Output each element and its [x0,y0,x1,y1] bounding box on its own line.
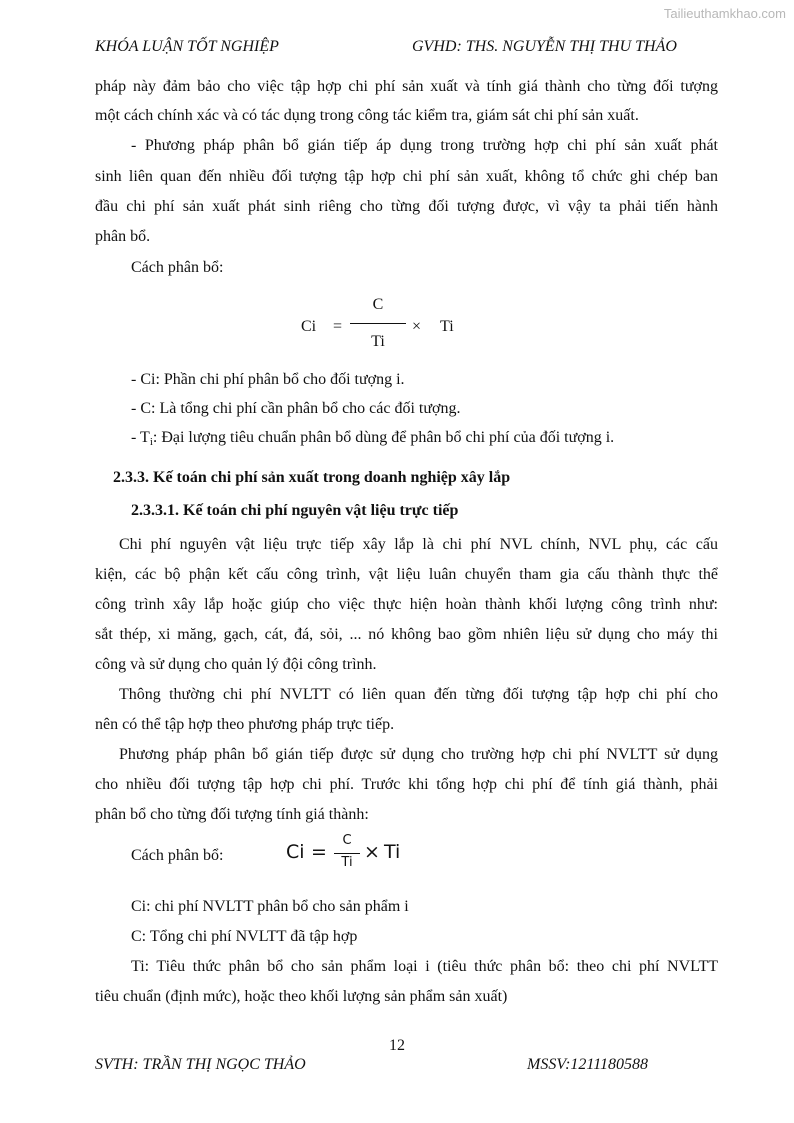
allocation-label: Cách phân bổ: [131,847,224,864]
formula2-lhs: Ci [286,841,305,863]
paragraph-line: Thông thường chi phí NVLTT có liên quan đến từng đối tượng tập hợp chi phí cho [119,686,718,703]
definition-ti [131,428,718,452]
paragraph-line: cho nhiều đối tượng tập hợp chi phí. Trước khi tổng hợp chi phí để tính giá thành, phải [95,776,718,793]
section-heading-2-3-3-1: 2.3.3.1. Kế toán chi phí nguyên vật liệu trực tiếp [131,502,459,519]
formula2-times: × [364,841,380,863]
watermark: Tailieuthamkhao.com [663,6,786,21]
paragraph-line: Chi phí nguyên vật liệu trực tiếp xây lắp là chi phí NVL chính, NVL phụ, các cấu [119,536,718,553]
formula1-rhs: Ti [440,318,454,335]
formula1-numerator: C [372,296,384,313]
definition-c: - C: Là tổng chi phí cần phân bổ cho các đối tượng. [131,400,461,417]
paragraph-line: một cách chính xác và có tác dụng trong công tác kiểm tra, giám sát chi phí sản xuất. [95,107,639,124]
header-thesis-title: KHÓA LUẬN TỐT NGHIỆP [95,38,279,55]
paragraph-line: phân bổ. [95,228,151,245]
paragraph-line: phân bổ cho từng đối tượng tính giá thành: [95,806,369,823]
paragraph-line: đầu chi phí sản xuất phát sinh riêng cho từng đối tượng được, vì vậy ta phải tiến hành [95,198,718,215]
paragraph-line: công và sử dụng cho quản lý đội công trình. [95,656,377,673]
formula2-rhs: Ti [384,841,401,863]
definition-ci: Ci: chi phí NVLTT phân bổ cho sản phẩm i [131,898,409,915]
formula1-equals: = [333,318,343,335]
paragraph-line: sinh liên quan đến nhiều đối tượng tập hợp chi phí sản xuất, không tổ chức ghi chép ban [95,168,718,185]
paragraph-line: - Phương pháp phân bổ gián tiếp áp dụng trong trường hợp chi phí sản xuất phát [131,137,718,154]
definition-ti-prefix: - T [131,429,150,446]
formula2-numerator: C [342,833,352,848]
formula2-fraction-bar [334,853,360,854]
header-supervisor: GVHD: THS. NGUYỄN THỊ THU THẢO [412,38,677,55]
footer-student-id: MSSV:1211180588 [527,1056,649,1073]
definition-ci: - Ci: Phần chi phí phân bổ cho đối tượng i. [131,371,405,388]
definition-ti: tiêu chuẩn (định mức), hoặc theo khối lượng sản phẩm sản xuất) [95,988,508,1005]
allocation-label: Cách phân bổ: [131,259,224,276]
formula1-lhs: Ci [301,318,317,335]
formula1-fraction-bar [350,323,406,324]
definition-ti: Ti: Tiêu thức phân bổ cho sản phẩm loại i (tiêu thức phân bổ: theo chi phí NVLTT [131,958,718,975]
paragraph-line: công trình xây lắp hoặc giúp cho việc thực hiện hoàn thành khối lượng công trình như: [95,596,718,613]
definition-ti-text: : Đại lượng tiêu chuẩn phân bổ dùng để phân bổ chi phí của đối tượng i. [152,429,615,446]
formula2-denominator: Ti [341,855,353,870]
formula2-equals: = [311,841,327,863]
formula1-times: × [412,318,422,335]
paragraph-line: nên có thể tập hợp theo phương pháp trực tiếp. [95,716,395,733]
definition-c: C: Tổng chi phí NVLTT đã tập hợp [131,928,358,945]
paragraph-line: Phương pháp phân bổ gián tiếp được sử dụng cho trường hợp chi phí NVLTT sử dụng [119,746,718,763]
paragraph-line: pháp này đảm bảo cho việc tập hợp chi phí sản xuất và tính giá thành cho từng đối tượng [95,78,718,95]
formula1-denominator: Ti [371,333,385,350]
page-number: 12 [389,1037,405,1054]
definition-ti-subscript: i [149,436,153,448]
paragraph-line: kiện, các bộ phận kết cấu công trình, vật liệu luân chuyển tham gia cấu thành thực thể [95,566,718,583]
section-heading-2-3-3: 2.3.3. Kế toán chi phí sản xuất trong doanh nghiệp xây lắp [113,469,511,486]
paragraph-line: sắt thép, xi măng, gạch, cát, đá, sỏi, ... nó không bao gồm nhiên liệu sử dụng cho máy thi [95,626,718,643]
footer-student: SVTH: TRẦN THỊ NGỌC THẢO [95,1056,306,1073]
